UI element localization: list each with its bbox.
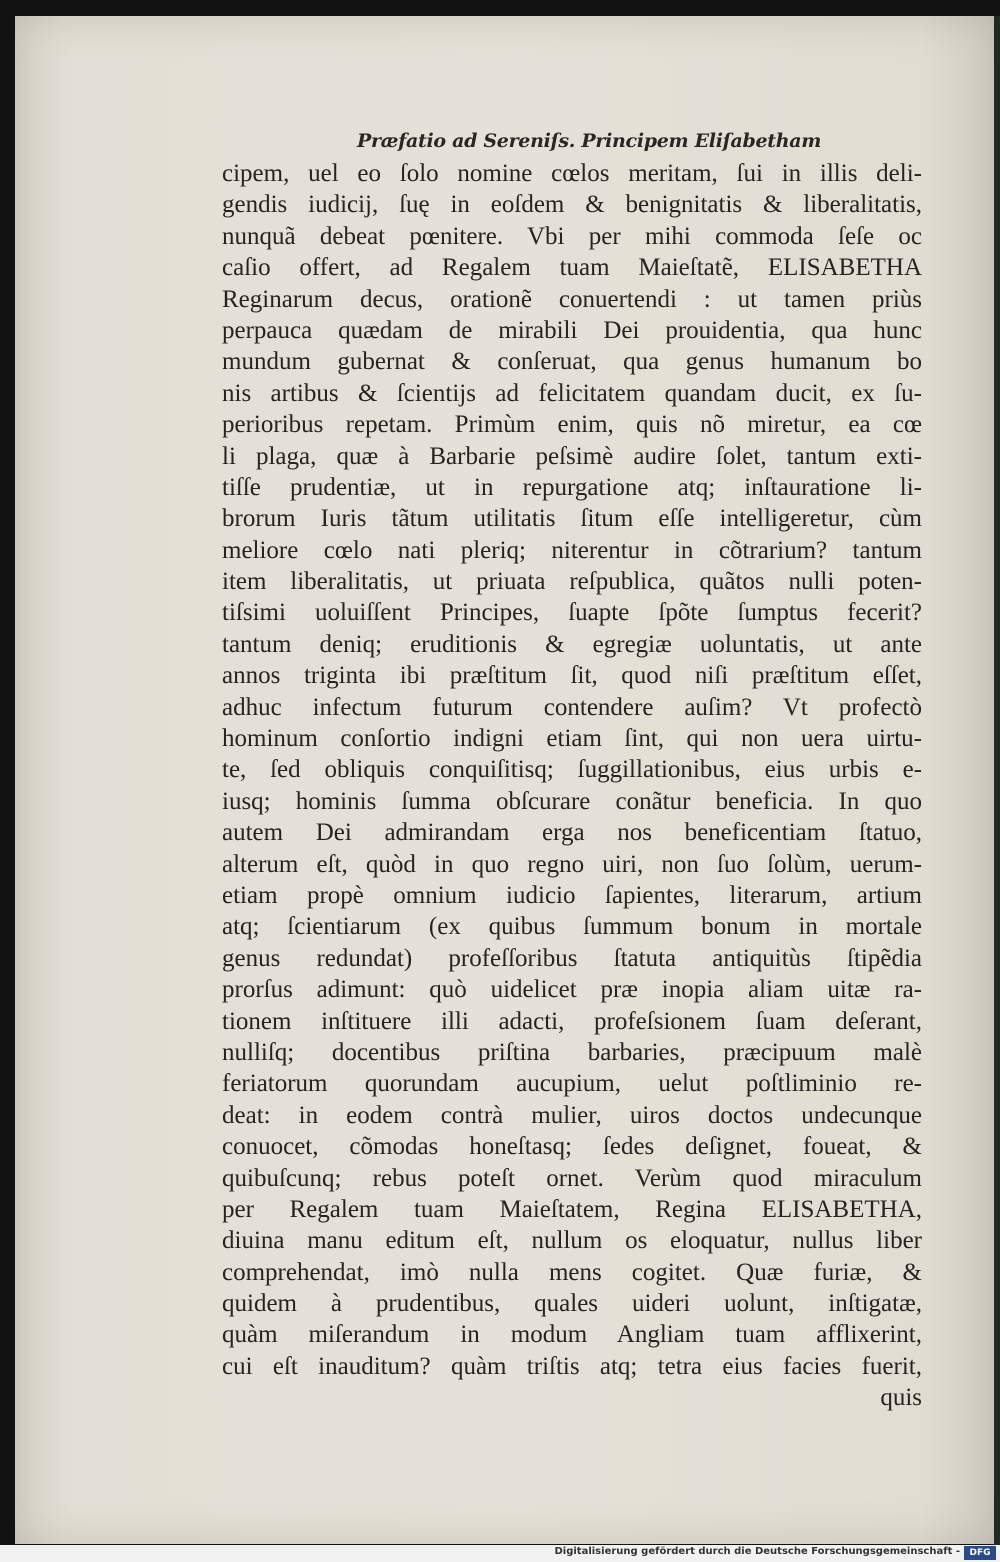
- text-line: meliore cœlo nati pleriq; niterentur in cõtrarium? tantum: [222, 536, 922, 564]
- text-line: li plaga, quæ à Barbarie peſsimè audire ſolet, tantum exti-: [222, 442, 922, 470]
- text-line: brorum Iuris tãtum utilitatis ſitum eſſe intelligeretur, cùm: [222, 505, 922, 533]
- text-line: perioribus repetam. Primùm enim, quis nõ miretur, ea cœ: [222, 411, 922, 439]
- dfg-logo: DFG: [964, 1546, 996, 1560]
- text-line: conuocet, cõmodas honeſtasq; ſedes deſignet, foueat, &: [222, 1133, 922, 1161]
- catchword: quis: [880, 1384, 922, 1412]
- text-line: genus redundat) profeſſoribus ſtatuta antiquitùs ſtipẽdia: [222, 944, 922, 972]
- digitization-footer: [0, 1545, 1000, 1562]
- text-line: nis artibus & ſcientijs ad felicitatem quandam ducit, ex ſu-: [222, 379, 922, 407]
- text-line: etiam propè omnium iudicio ſapientes, literarum, artium: [222, 881, 922, 909]
- text-line: tantum deniq; eruditionis & egregiæ uoluntatis, ut ante: [222, 630, 922, 658]
- text-line: tiſsimi uoluiſſent Principes, ſuapte ſpõte ſumptus fecerit?: [222, 599, 922, 627]
- text-line: Reginarum decus, orationẽ conuertendi : ut tamen priùs: [222, 285, 922, 313]
- page-edge: [994, 16, 1000, 1561]
- text-line: tiſſe prudentiæ, ut in repurgatione atq; inſtauratione li-: [222, 473, 922, 501]
- text-line: diuina manu editum eſt, nullum os eloquatur, nullus liber: [222, 1227, 922, 1255]
- footer-credit: Digitalisierung gefördert durch die Deutsche Forschungsgemeinschaft -: [554, 1546, 960, 1557]
- text-line: cui eſt inauditum? quàm triſtis atq; tetra eius facies fuerit,: [222, 1352, 922, 1380]
- text-line: quidem à prudentibus, quales uideri uolunt, inſtigatæ,: [222, 1290, 922, 1318]
- text-line: feriatorum quorundam aucupium, uelut poſtliminio re-: [222, 1070, 922, 1098]
- text-line: alterum eſt, quòd in quo regno uiri, non ſuo ſolùm, uerum-: [222, 850, 922, 878]
- text-line: deat: in eodem contrà mulier, uiros doctos undecunque: [222, 1101, 922, 1129]
- text-line: tionem inſtituere illi adacti, profeſsionem ſuam deſerant,: [222, 1007, 922, 1035]
- text-line: perpauca quædam de mirabili Dei prouidentia, qua hunc: [222, 316, 922, 344]
- text-line: quibuſcunq; rebus poteſt ornet. Verùm quod miraculum: [222, 1164, 922, 1192]
- text-line: prorſus adimunt: quò uidelicet præ inopia aliam uitæ ra-: [222, 976, 922, 1004]
- text-line: te, ſed obliquis conquiſitisq; ſuggillationibus, eius urbis e-: [222, 756, 922, 784]
- text-line: comprehendat, imò nulla mens cogitet. Quæ furiæ, &: [222, 1258, 922, 1286]
- text-line: caſio offert, ad Regalem tuam Maieſtatẽ, ELISABETHA: [222, 254, 922, 282]
- running-header: Præfatio ad Sereniſs. Principem Eliſabetham: [357, 130, 822, 152]
- text-line: nulliſq; docentibus priſtina barbaries, præcipuum malè: [222, 1038, 922, 1066]
- text-line: item liberalitatis, ut priuata reſpublica, quãtos nulli poten-: [222, 568, 922, 596]
- text-line: atq; ſcientiarum (ex quibus ſummum bonum in mortale: [222, 913, 922, 941]
- text-line: annos triginta ibi præſtitum ſit, quod niſi præſtitum eſſet,: [222, 662, 922, 690]
- text-line: hominum conſortio indigni etiam ſint, qui non uera uirtu-: [222, 725, 922, 753]
- text-line: autem Dei admirandam erga nos beneficentiam ſtatuo,: [222, 819, 922, 847]
- text-line: mundum gubernat & conſeruat, qua genus humanum bo: [222, 348, 922, 376]
- text-line: nunquã debeat pœnitere. Vbi per mihi commoda ſeſe oc: [222, 222, 922, 250]
- text-line: iusq; hominis ſumma obſcurare conãtur beneficia. In quo: [222, 787, 922, 815]
- text-line: quàm miſerandum in modum Angliam tuam afflixerint,: [222, 1321, 922, 1349]
- body-text: [222, 158, 922, 1414]
- text-line: adhuc infectum futurum contendere auſim? Vt profectò: [222, 693, 922, 721]
- text-line: cipem, uel eo ſolo nomine cœlos meritam, ſui in illis deli-: [222, 160, 922, 187]
- text-line: gendis iudicij, ſuę in eoſdem & benignitatis & liberalitatis,: [222, 191, 922, 219]
- text-line: per Regalem tuam Maieſtatem, Regina ELISABETHA,: [222, 1195, 922, 1223]
